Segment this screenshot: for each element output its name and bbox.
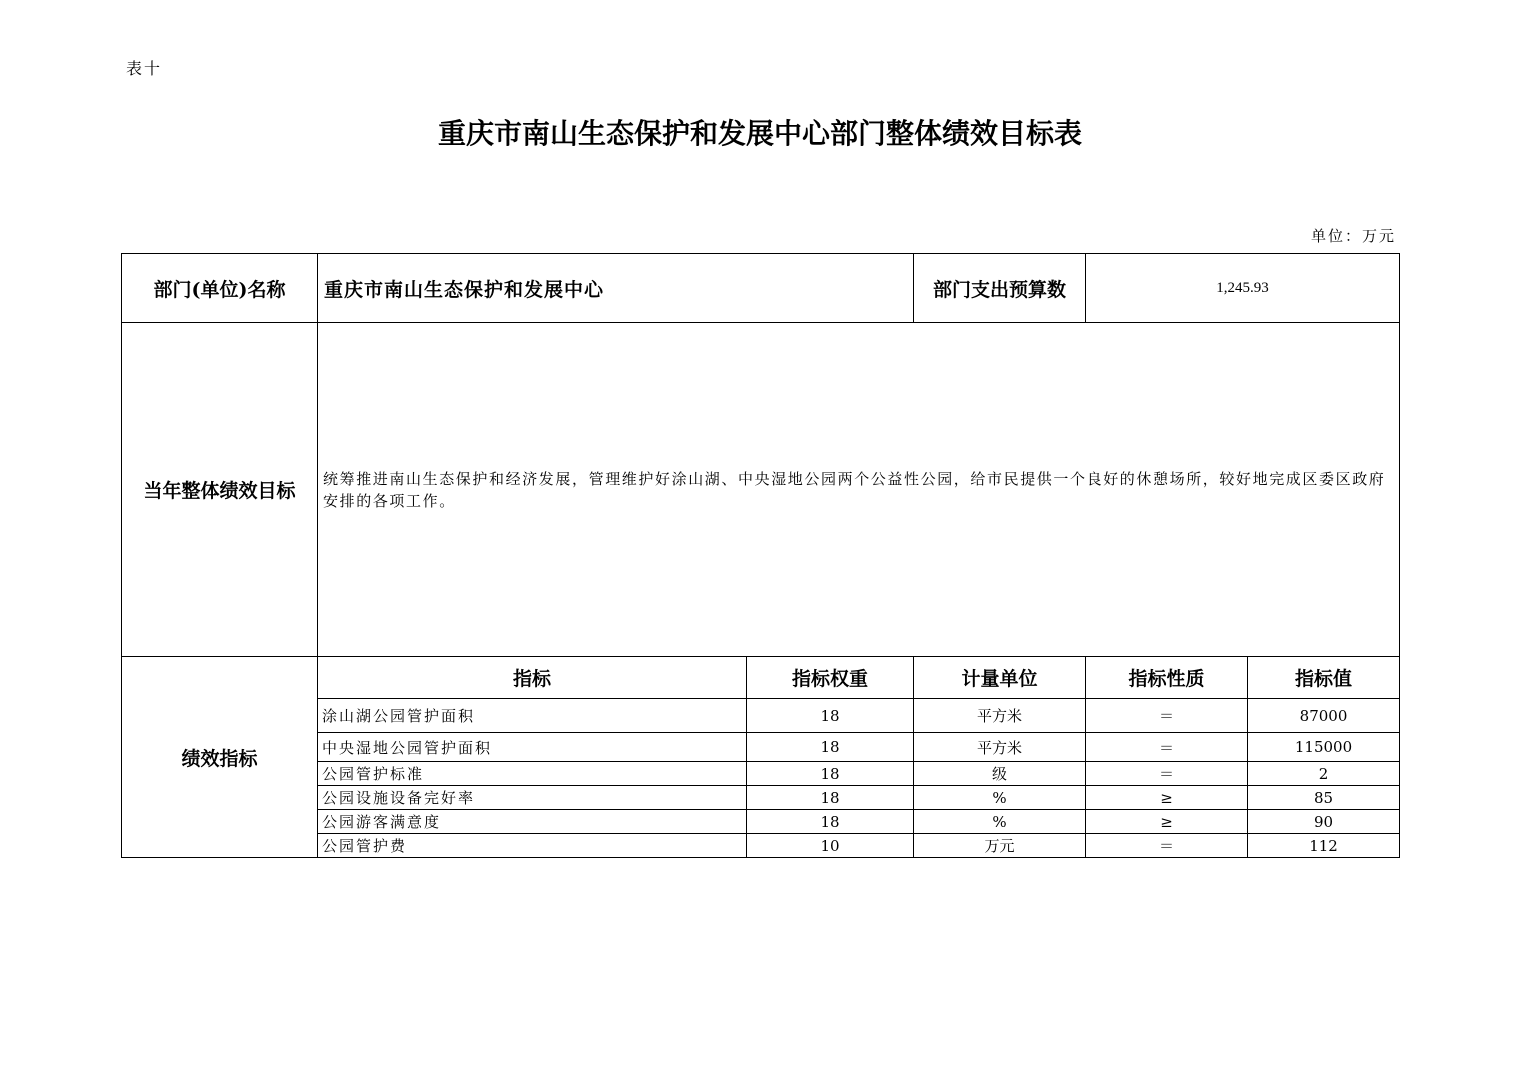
- indicator-value: 2: [1248, 762, 1400, 786]
- dept-name-label: 部门(单位)名称: [122, 254, 318, 323]
- indicator-unit: 万元: [914, 834, 1086, 858]
- header-unit: 计量单位: [914, 657, 1086, 699]
- indicator-weight: 18: [747, 786, 914, 810]
- indicator-unit: 平方米: [914, 699, 1086, 733]
- unit-note: 单位：万元: [1310, 227, 1396, 245]
- indicator-nature: ＝: [1086, 834, 1248, 858]
- indicator-name: 公园游客满意度: [318, 810, 747, 834]
- indicator-nature: ＝: [1086, 762, 1248, 786]
- indicator-nature: ≥: [1086, 810, 1248, 834]
- indicator-value: 90: [1248, 810, 1400, 834]
- indicators-label: 绩效指标: [122, 657, 318, 858]
- dept-name-value: 重庆市南山生态保护和发展中心: [318, 254, 914, 323]
- indicator-unit: %: [914, 786, 1086, 810]
- budget-value: 1,245.93: [1086, 254, 1400, 323]
- dept-row: [122, 254, 1400, 323]
- indicator-unit: %: [914, 810, 1086, 834]
- indicator-weight: 10: [747, 834, 914, 858]
- header-value: 指标值: [1248, 657, 1400, 699]
- indicator-name: 中央湿地公园管护面积: [318, 733, 747, 762]
- indicator-nature: ＝: [1086, 699, 1248, 733]
- header-weight: 指标权重: [747, 657, 914, 699]
- header-nature: 指标性质: [1086, 657, 1248, 699]
- table-number: 表十: [126, 59, 163, 78]
- annual-goal-label: 当年整体绩效目标: [122, 323, 318, 657]
- indicator-weight: 18: [747, 699, 914, 733]
- indicator-value: 85: [1248, 786, 1400, 810]
- page-title: 重庆市南山生态保护和发展中心部门整体绩效目标表: [437, 117, 1082, 150]
- indicator-name: 公园设施设备完好率: [318, 786, 747, 810]
- indicator-weight: 18: [747, 733, 914, 762]
- budget-label: 部门支出预算数: [914, 254, 1086, 323]
- indicator-value: 112: [1248, 834, 1400, 858]
- indicator-name: 公园管护费: [318, 834, 747, 858]
- indicator-weight: 18: [747, 762, 914, 786]
- indicator-unit: 平方米: [914, 733, 1086, 762]
- indicator-header-row: [122, 657, 1400, 699]
- indicator-unit: 级: [914, 762, 1086, 786]
- indicator-name: 涂山湖公园管护面积: [318, 699, 747, 733]
- annual-goal-row: [122, 323, 1400, 657]
- performance-target-table: [121, 253, 1400, 858]
- indicator-value: 115000: [1248, 733, 1400, 762]
- annual-goal-text: 统筹推进南山生态保护和经济发展，管理维护好涂山湖、中央湿地公园两个公益性公园，给市民提供一个良好的休憩场所，较好地完成区委区政府安排的各项工作。: [318, 323, 1400, 657]
- indicator-nature: ＝: [1086, 733, 1248, 762]
- indicator-name: 公园管护标准: [318, 762, 747, 786]
- header-indicator: 指标: [318, 657, 747, 699]
- indicator-nature: ≥: [1086, 786, 1248, 810]
- indicator-value: 87000: [1248, 699, 1400, 733]
- indicator-weight: 18: [747, 810, 914, 834]
